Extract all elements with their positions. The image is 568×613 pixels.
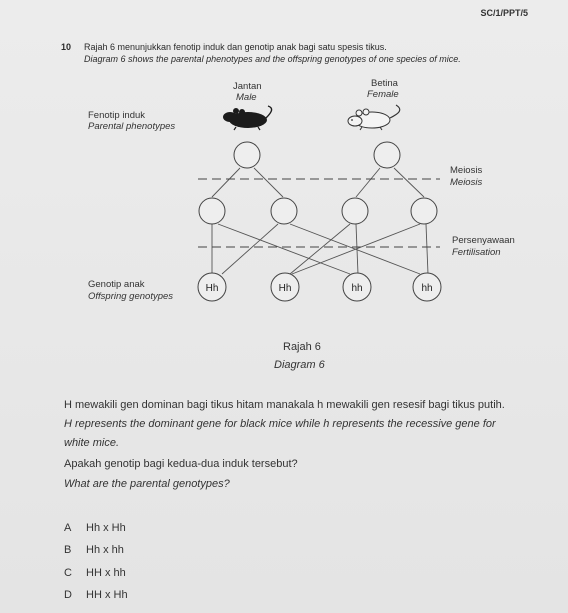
- info-line-malay: H mewakili gen dominan bagi tikus hitam manakala h mewakili gen resesif bagi tikus putih.: [64, 399, 505, 411]
- white-mouse-icon: [348, 105, 400, 130]
- line-male-to-gamete-2: [254, 168, 283, 197]
- male-label-malay: Jantan: [233, 81, 262, 92]
- line-cross-2: [218, 224, 350, 274]
- ask-malay: Apakah genotip bagi kedua-dua induk tersebut?: [64, 458, 298, 470]
- offspring-genotype-1: Hh: [205, 283, 219, 294]
- fertilisation-label-english: Fertilisation: [452, 247, 501, 258]
- diagram-caption-malay: Rajah 6: [283, 341, 321, 353]
- female-parent-cell: [374, 142, 400, 168]
- male-label-english: Male: [236, 92, 257, 103]
- black-mouse-icon: [223, 106, 272, 130]
- line-cross-3: [222, 224, 278, 274]
- meiosis-label-english: Meiosis: [450, 177, 483, 188]
- line-female-to-gamete-2: [394, 168, 424, 197]
- paper-code: SC/1/PPT/5: [480, 8, 528, 18]
- gamete-cell-2: [271, 198, 297, 224]
- offspring-genotype-2: Hh: [278, 283, 292, 294]
- option-a-value[interactable]: Hh x Hh: [86, 522, 126, 534]
- option-a-letter[interactable]: A: [64, 522, 72, 534]
- line-female-to-gamete-1: [356, 168, 380, 197]
- female-label-malay: Betina: [371, 78, 398, 89]
- diagram-caption-english: Diagram 6: [274, 359, 325, 371]
- option-c-value[interactable]: HH x hh: [86, 567, 126, 579]
- question-text-malay: Rajah 6 menunjukkan fenotip induk dan genotip anak bagi satu spesis tikus.: [84, 42, 387, 52]
- female-label-english: Female: [367, 89, 399, 100]
- offspring-label-english: Offspring genotypes: [88, 291, 174, 302]
- offspring-genotype-3: hh: [351, 283, 363, 294]
- line-cross-5: [290, 224, 350, 274]
- parental-label-english: Parental phenotypes: [88, 121, 176, 132]
- line-cross-8: [426, 224, 428, 274]
- offspring-genotype-4: hh: [421, 283, 433, 294]
- male-parent-cell: [234, 142, 260, 168]
- option-b-value[interactable]: Hh x hh: [86, 544, 124, 556]
- option-c-letter[interactable]: C: [64, 567, 72, 579]
- gamete-cell-4: [411, 198, 437, 224]
- gamete-cell-1: [199, 198, 225, 224]
- ask-english: What are the parental genotypes?: [64, 478, 230, 490]
- fertilisation-label-malay: Persenyawaan: [452, 235, 515, 246]
- option-b-letter[interactable]: B: [64, 544, 72, 556]
- option-d-letter[interactable]: D: [64, 589, 72, 601]
- option-d-value[interactable]: HH x Hh: [86, 589, 128, 601]
- question-number: 10: [61, 42, 72, 52]
- gamete-cell-3: [342, 198, 368, 224]
- question-text-english: Diagram 6 shows the parental phenotypes and the offspring genotypes of one species of mice.: [84, 54, 461, 64]
- info-line-english-2: white mice.: [64, 437, 120, 449]
- line-male-to-gamete-1: [212, 168, 240, 197]
- offspring-label-malay: Genotip anak: [88, 279, 145, 290]
- info-line-english-1: H represents the dominant gene for black mice while h represents the recessive gene for: [64, 418, 496, 430]
- parental-label-malay: Fenotip induk: [88, 110, 146, 121]
- meiosis-label-malay: Meiosis: [450, 165, 483, 176]
